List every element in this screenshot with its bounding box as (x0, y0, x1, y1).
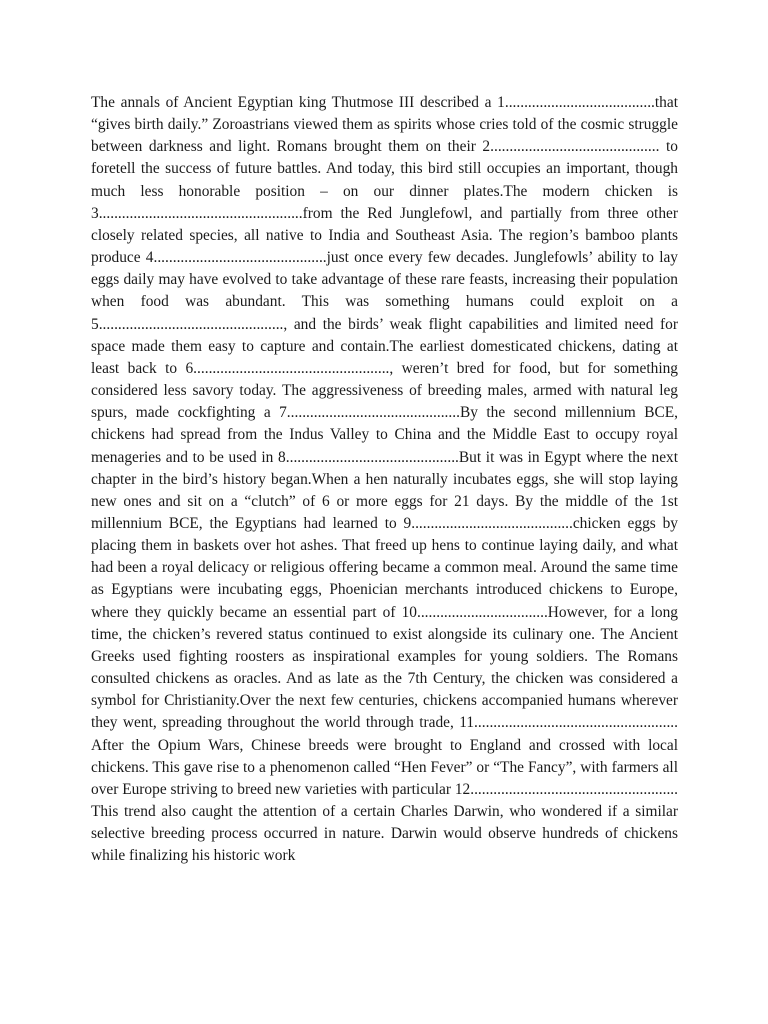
body-paragraph: The annals of Ancient Egyptian king Thutmose III described a 1.......................................that “gives birth daily.” Zoroastrians viewed them as spirits whose cries told of the cosmic struggle between darkness and light. Romans brought them on their 2............................................ to foretell the success of future battles. And today, this bird still occupies an important, though much less honorable position – on our dinner plates.The modern chicken is 3.....................................................from the Red Junglefowl, and partially from three other closely related species, all native to India and Southeast Asia. The region’s bamboo plants produce 4.............................................just once every few decades. Junglefowls’ ability to lay eggs daily may have evolved to take advantage of these rare feasts, increasing their population when food was abundant. This was something humans could exploit on a 5................................................, and the birds’ weak flight capabilities and limited need for space made them easy to capture and contain.The earliest domesticated chickens, dating at least back to 6..................................................., weren’t bred for food, but for something considered less savory today. The aggressiveness of breeding males, armed with natural leg spurs, made cockfighting a 7.............................................By the second millennium BCE, chickens had spread from the Indus Valley to China and the Middle East to occupy royal menageries and to be used in 8.............................................But it was in Egypt where the next chapter in the bird’s history began.When a hen naturally incubates eggs, she will stop laying new ones and sit on a “clutch” of 6 or more eggs for 21 days. By the middle of the 1st millennium BCE, the Egyptians had learned to 9..........................................chicken eggs by placing them in baskets over hot ashes. That freed up hens to continue laying daily, and what had been a royal delicacy or religious offering became a common meal. Around the same time as Egyptians were incubating eggs, Phoenician merchants introduced chickens to Europe, where they quickly became an essential part of 10..................................However, for a long time, the chicken’s revered status continued to exist alongside its culinary one. The Ancient Greeks used fighting roosters as inspirational examples for young soldiers. The Romans consulted chickens as oracles. And as late as the 7th Century, the chicken was considered a symbol for Christianity.Over the next few centuries, chickens accompanied humans wherever they went, spreading throughout the world through trade, 11..................................................... After the Opium Wars, Chinese breeds were brought to England and crossed with local chickens. This gave rise to a phenomenon called “Hen Fever” or “The Fancy”, with farmers all over Europe striving to breed new varieties with particular 12...................................................... This trend also caught the attention of a certain Charles Darwin, who wondered if a similar selective breeding process occurred in nature. Darwin would observe hundreds of chickens while finalizing his historic work (91, 94, 678, 865)
